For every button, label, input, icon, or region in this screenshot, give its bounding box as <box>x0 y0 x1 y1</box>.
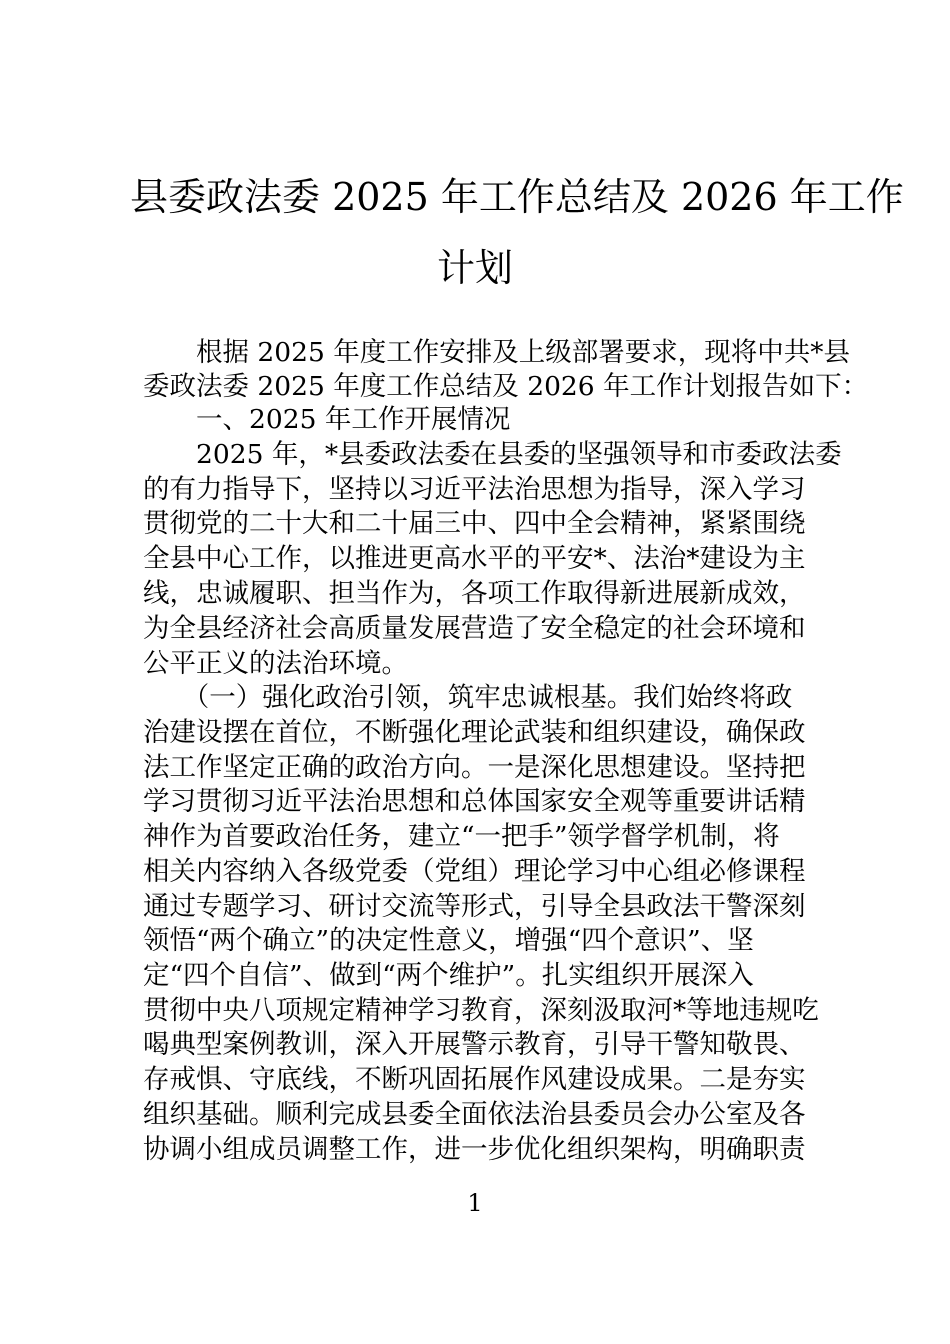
body-line: 协调小组成员调整工作，进一步优化组织架构，明确职责 <box>143 1134 806 1165</box>
section-heading: 一、2025 年工作开展情况 <box>143 404 511 435</box>
body-line: 贯彻党的二十大和二十届三中、四中全会精神，紧紧围绕 <box>143 508 806 539</box>
body-line: 委政法委 2025 年度工作总结及 2026 年工作计划报告如下： <box>143 371 869 402</box>
body-line: 2025 年，*县委政法委在县委的坚强领导和市委政法委 <box>143 439 842 470</box>
body-line: 全县中心工作，以推进更高水平的平安*、法治*建设为主 <box>143 543 806 574</box>
body-line: 通过专题学习、研讨交流等形式，引导全县政法干警深刻 <box>143 891 806 922</box>
body-line: 法工作坚定正确的政治方向。一是深化思想建设。坚持把 <box>143 752 806 783</box>
page-number: 1 <box>467 1189 483 1217</box>
body-line: 公平正义的法治环境。 <box>143 648 408 679</box>
body-line: 线，忠诚履职、担当作为，各项工作取得新进展新成效， <box>143 578 806 609</box>
body-line: 神作为首要政治任务，建立“一把手”领学督学机制，将 <box>143 821 780 852</box>
document-title-line-2: 计划 <box>436 246 513 290</box>
body-line: 定“四个自信”、做到“两个维护”。扎实组织开展深入 <box>143 960 754 991</box>
body-line: 相关内容纳入各级党委（党组）理论学习中心组必修课程 <box>143 856 806 887</box>
body-line: 治建设摆在首位，不断强化理论武装和组织建设，确保政 <box>143 717 806 748</box>
body-line: 喝典型案例教训，深入开展警示教育，引导干警知敬畏、 <box>143 1029 806 1060</box>
body-line: 学习贯彻习近平法治思想和总体国家安全观等重要讲话精 <box>143 786 806 817</box>
body-line: 领悟“两个确立”的决定性意义，增强“四个意识”、坚 <box>143 925 754 956</box>
body-line: 组织基础。顺利完成县委全面依法治县委员会办公室及各 <box>143 1099 806 1130</box>
body-line: 根据 2025 年度工作安排及上级部署要求，现将中共*县 <box>143 337 851 368</box>
document-title-line-1: 县委政法委 2025 年工作总结及 2026 年工作 <box>130 175 904 219</box>
body-line: 为全县经济社会高质量发展营造了安全稳定的社会环境和 <box>143 613 806 644</box>
body-line: 贯彻中央八项规定精神学习教育，深刻汲取河*等地违规吃 <box>143 995 819 1026</box>
body-line: 存戒惧、守底线，不断巩固拓展作风建设成果。二是夯实 <box>143 1064 806 1095</box>
body-line: 的有力指导下，坚持以习近平法治思想为指导，深入学习 <box>143 474 806 505</box>
subsection-heading: （一）强化政治引领，筑牢忠诚根基。我们始终将政 <box>143 682 793 713</box>
